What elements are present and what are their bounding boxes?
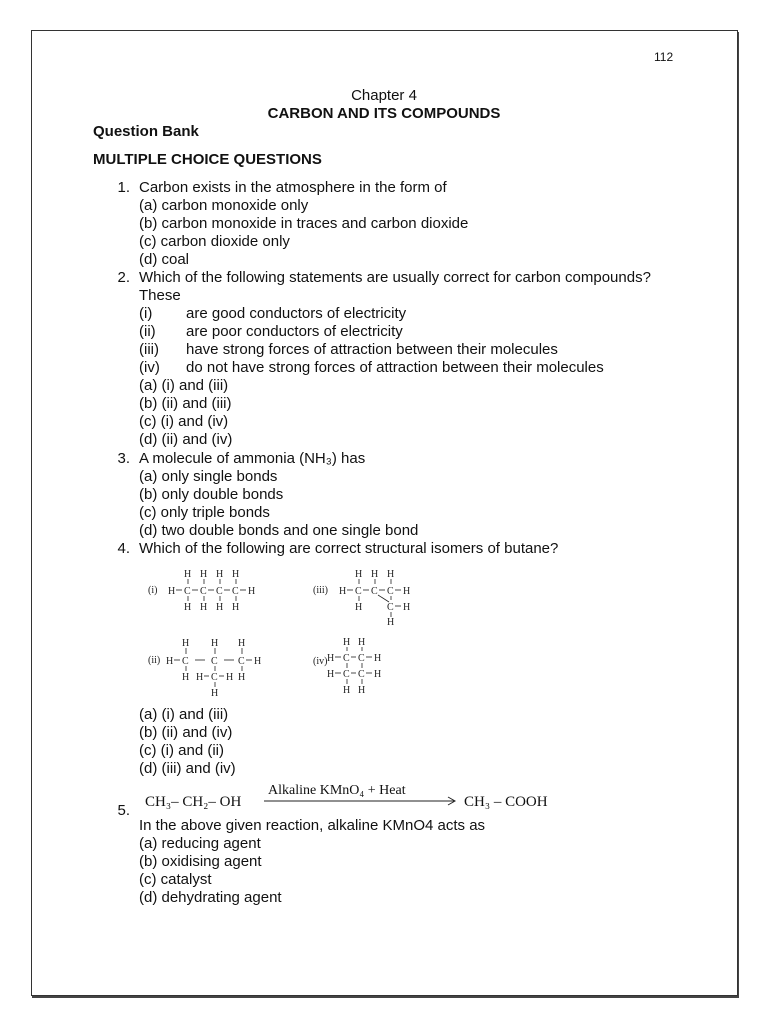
question-text: In the above given reaction, alkaline KMnO4 acts as (139, 817, 486, 834)
atom-hydrogen: H (238, 672, 246, 683)
atom-hydrogen: H (182, 672, 190, 683)
statement-text: are poor conductors of electricity (186, 323, 403, 340)
option: (c) catalyst (139, 871, 212, 888)
atom-carbon: C (371, 586, 378, 597)
statement-roman: (iv) (139, 359, 160, 376)
atom-hydrogen: H (327, 669, 335, 680)
atom-hydrogen: H (387, 617, 395, 628)
structure-iii (339, 569, 410, 628)
atom-hydrogen: H (232, 569, 240, 580)
atom-hydrogen: H (371, 569, 379, 580)
atom-hydrogen: H (200, 569, 208, 580)
structure-i (168, 569, 255, 613)
option: (a) (i) and (iii) (139, 377, 229, 394)
atom-hydrogen: H (374, 653, 382, 664)
section-heading: MULTIPLE CHOICE QUESTIONS (93, 151, 322, 168)
reaction-reactant: CH₃– CH₂– OH (145, 794, 242, 810)
atom-hydrogen: H (184, 602, 192, 613)
atom-hydrogen: H (216, 569, 224, 580)
atom-carbon: C (355, 586, 362, 597)
atom-hydrogen: H (339, 586, 347, 597)
atom-carbon: C (343, 669, 350, 680)
atom-hydrogen: H (374, 669, 382, 680)
atom-hydrogen: H (196, 672, 204, 683)
question-number: 1. (117, 179, 130, 196)
atom-carbon: C (387, 586, 394, 597)
atom-hydrogen: H (387, 569, 395, 580)
reaction-product: CH₃ – COOH (464, 794, 548, 810)
option: (a) only single bonds (139, 468, 278, 485)
atom-hydrogen: H (200, 602, 208, 613)
structure-label-iv: (iv) (313, 656, 328, 667)
statement-roman: (i) (139, 305, 153, 322)
option: (b) carbon monoxide in traces and carbon dioxide (139, 215, 469, 232)
structure-label-i: (i) (148, 585, 158, 596)
option: (d) two double bonds and one single bond (139, 522, 419, 539)
statement-roman: (ii) (139, 323, 156, 340)
atom-carbon: C (211, 672, 218, 683)
option: (a) carbon monoxide only (139, 197, 309, 214)
atom-hydrogen: H (226, 672, 234, 683)
atom-carbon: C (238, 656, 245, 667)
option: (d) dehydrating agent (139, 889, 282, 906)
atom-hydrogen: H (216, 602, 224, 613)
option: (c) (i) and (iv) (139, 413, 229, 430)
question-text: Carbon exists in the atmosphere in the form of (139, 179, 447, 196)
reaction-condition: Alkaline KMnO₄ + Heat (268, 783, 406, 798)
atom-hydrogen: H (355, 602, 363, 613)
option: (d) (iii) and (iv) (139, 760, 236, 777)
option: (b) (ii) and (iii) (139, 395, 232, 412)
atom-hydrogen: H (211, 638, 219, 649)
structure-label-ii: (ii) (148, 655, 161, 666)
question-number: 3. (117, 450, 130, 467)
atom-carbon: C (343, 653, 350, 664)
option: (d) (ii) and (iv) (139, 431, 233, 448)
atom-hydrogen: H (327, 653, 335, 664)
atom-hydrogen: H (232, 602, 240, 613)
atom-hydrogen: H (168, 586, 176, 597)
atom-hydrogen: H (403, 586, 411, 597)
option: (d) coal (139, 251, 190, 268)
statement-text: have strong forces of attraction between their molecules (186, 341, 558, 358)
question-text: A molecule of ammonia (NH₃) has (139, 450, 366, 467)
atom-hydrogen: H (182, 638, 190, 649)
atom-hydrogen: H (355, 569, 363, 580)
atom-hydrogen: H (403, 602, 411, 613)
option: (c) carbon dioxide only (139, 233, 290, 250)
atom-hydrogen: H (238, 638, 246, 649)
atom-carbon: C (184, 586, 191, 597)
statement-roman: (iii) (139, 341, 159, 358)
atom-carbon: C (200, 586, 207, 597)
statement-text: are good conductors of electricity (186, 305, 407, 322)
option: (a) (i) and (iii) (139, 706, 229, 723)
atom-carbon: C (358, 653, 365, 664)
question-bank-heading: Question Bank (93, 123, 199, 140)
option: (b) oxidising agent (139, 853, 262, 870)
atom-hydrogen: H (343, 637, 351, 648)
option: (c) (i) and (ii) (139, 742, 224, 759)
atom-carbon: C (232, 586, 239, 597)
option: (a) reducing agent (139, 835, 261, 852)
structure-ii (166, 638, 261, 699)
atom-hydrogen: H (211, 688, 219, 699)
atom-hydrogen: H (184, 569, 192, 580)
atom-carbon: C (182, 656, 189, 667)
question-text: Which of the following are correct structural isomers of butane? (139, 540, 559, 557)
butane-isomers-figure (140, 564, 440, 704)
question-text-continued: These (139, 287, 181, 304)
atom-carbon: C (387, 602, 394, 613)
structure-iv (327, 637, 381, 696)
structure-label-iii: (iii) (313, 585, 328, 596)
statement-text: do not have strong forces of attraction between their molecules (186, 359, 604, 376)
option: (b) only double bonds (139, 486, 284, 503)
atom-carbon: C (358, 669, 365, 680)
question-number: 4. (117, 540, 130, 557)
atom-carbon: C (211, 656, 218, 667)
question-number: 5. (117, 802, 130, 819)
question-number: 2. (117, 269, 130, 286)
page-number: 112 (654, 50, 674, 64)
atom-hydrogen: H (358, 685, 366, 696)
atom-hydrogen: H (343, 685, 351, 696)
atom-hydrogen: H (254, 656, 262, 667)
chapter-title: CARBON AND ITS COMPOUNDS (267, 105, 501, 122)
atom-hydrogen: H (166, 656, 174, 667)
atom-hydrogen: H (248, 586, 256, 597)
page-border (31, 30, 738, 996)
reaction-arrow (264, 795, 460, 807)
option: (b) (ii) and (iv) (139, 724, 233, 741)
atom-carbon: C (216, 586, 223, 597)
chapter-label: Chapter 4 (351, 87, 417, 104)
atom-hydrogen: H (358, 637, 366, 648)
option: (c) only triple bonds (139, 504, 270, 521)
question-text: Which of the following statements are usually correct for carbon compounds? (139, 269, 651, 286)
